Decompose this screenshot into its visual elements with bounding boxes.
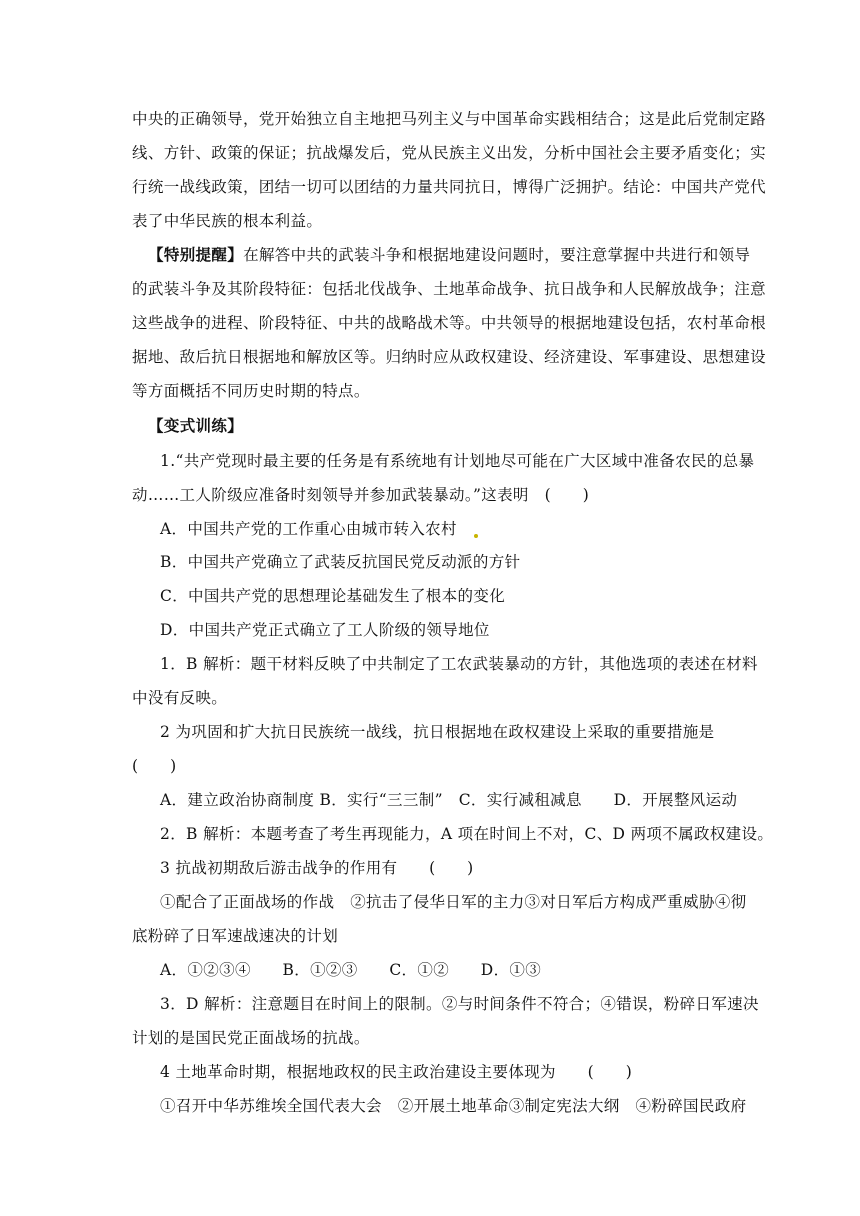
question-1: 1.“共产党现时最主要的任务是有系统地有计划地尽可能在广大区域中准备农民的总暴 <box>160 452 755 470</box>
paragraph-line: 表了中华民族的根本利益。 <box>132 212 323 230</box>
question-2-options: A．建立政治协商制度 B．实行“三三制” C．实行减租减息 D．开展整风运动 <box>160 791 738 809</box>
paragraph-line: 中央的正确领导，党开始独立自主地把马列主义与中国革命实践相结合；这是此后党制定路 <box>132 110 767 128</box>
question-2-cont: ( ) <box>132 757 177 775</box>
question-1-option-a: A．中国共产党的工作重心由城市转入农村 <box>160 520 457 538</box>
tip-text: 在解答中共的武装斗争和根据地建设问题时，要注意掌握中共进行和领导 <box>243 246 751 264</box>
paragraph-line: 的武装斗争及其阶段特征：包括北伐战争、土地革命战争、抗日战争和人民解放战争；注意 <box>132 280 767 298</box>
training-label: 【变式训练】 <box>148 416 244 435</box>
answer-3: 3．D 解析：注意题目在时间上的限制。②与时间条件不符合；④错误，粉碎日军速决 <box>160 995 759 1013</box>
question-2: 2 为巩固和扩大抗日民族统一战线，抗日根据地在政权建设上采取的重要措施是 <box>160 723 715 741</box>
question-1-option-b: B．中国共产党确立了武装反抗国民党反动派的方针 <box>160 553 521 571</box>
tip-label: 【特别提醒】 <box>148 245 244 264</box>
question-3-options: A．①②③④ B．①②③ C．①② D．①③ <box>160 961 542 979</box>
question-3-items: ①配合了正面战场的作战 ②抗击了侵华日军的主力③对日军后方构成严重威胁④彻 <box>160 893 747 911</box>
question-1-option-c: C．中国共产党的思想理论基础发生了根本的变化 <box>160 587 506 605</box>
question-3-items-cont: 底粉碎了日军速战速决的计划 <box>132 927 339 945</box>
answer-1: 1．B 解析：题干材料反映了中共制定了工农武装暴动的方针，其他选项的表述在材料 <box>160 655 758 673</box>
answer-3-cont: 计划的是国民党正面战场的抗战。 <box>132 1029 370 1047</box>
paragraph-line: 据地、敌后抗日根据地和解放区等。归纳时应从政权建设、经济建设、军事建设、思想建设 <box>132 348 767 366</box>
paragraph-line: 行统一战线政策，团结一切可以团结的力量共同抗日，博得广泛拥护。结论：中国共产党代 <box>132 178 767 196</box>
answer-2: 2．B 解析：本题考查了考生再现能力，A 项在时间上不对，C、D 两项不属政权建设。 <box>160 825 774 843</box>
answer-1-cont: 中没有反映。 <box>132 689 228 707</box>
paragraph-line: 线、方针、政策的保证；抗战爆发后，党从民族主义出发，分析中国社会主要矛盾变化；实 <box>132 144 767 162</box>
question-4-items: ①召开中华苏维埃全国代表大会 ②开展土地革命③制定宪法大纲 ④粉碎国民政府 <box>160 1097 747 1115</box>
ink-dot-icon <box>474 534 478 538</box>
question-4: 4 土地革命时期，根据地政权的民主政治建设主要体现为 ( ) <box>160 1063 633 1081</box>
tip-line <box>148 245 751 265</box>
question-1-cont: 动……工人阶级应准备时刻领导并参加武装暴动。”这表明 ( ) <box>132 486 590 504</box>
paragraph-line: 这些战争的进程、阶段特征、中共的战略战术等。中共领导的根据地建设包括，农村革命根 <box>132 314 767 332</box>
paragraph-line: 等方面概括不同历史时期的特点。 <box>132 382 370 400</box>
question-3: 3 抗战初期敌后游击战争的作用有 ( ) <box>160 859 474 877</box>
question-1-option-d: D．中国共产党正式确立了工人阶级的领导地位 <box>160 621 490 639</box>
